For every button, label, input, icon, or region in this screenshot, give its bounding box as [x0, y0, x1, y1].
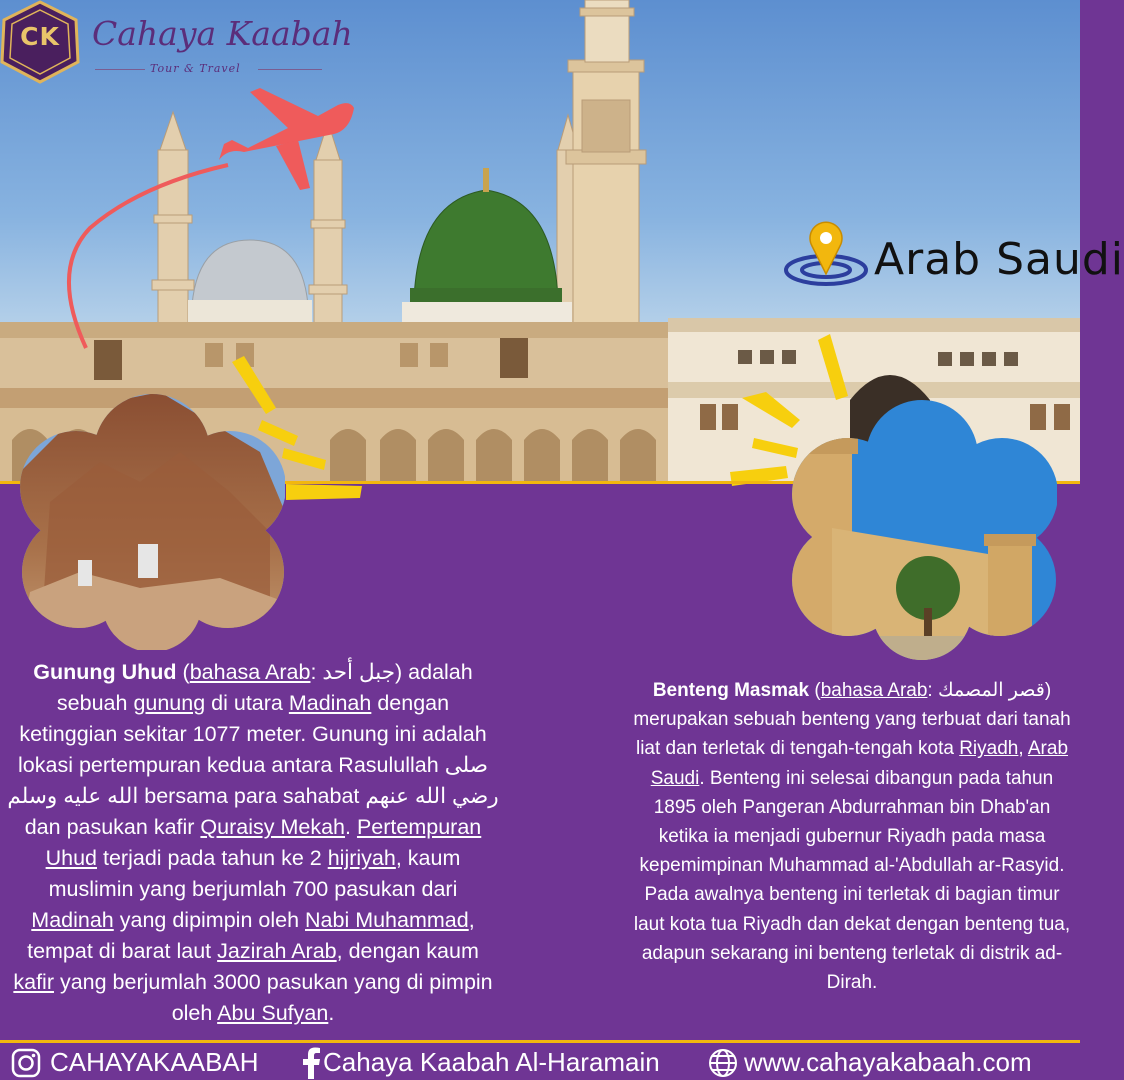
benteng-masmak-description: Benteng Masmak (bahasa Arab: قصر المصمك) merupakan sebuah benteng yang terbuat dari tanah liat dan terletak di tengah-tengah kota Riyadh, Arab Saudi. Benteng ini selesai dibangun pada tahun 1895 oleh Pangeran Abdurrahman bin Dhab'an ketika ia menjadi gubernur Riyadh pada masa kepemimpinan Muhammad al-'Abdullah ar-Rasyid. Pada awalnya benteng ini terletak di bagian timur laut kota tua Riyadh dan dekat dengan benteng tua, adapun sekarang ini benteng terletak di distrik ad-Dirah. [633, 680, 1071, 994]
link-hijriyah[interactable]: hijriyah [327, 846, 396, 870]
globe-icon[interactable] [707, 1047, 739, 1079]
instagram-icon[interactable] [10, 1047, 42, 1079]
link-madinah[interactable]: Madinah [31, 908, 114, 932]
link-jazirah-arab[interactable]: Jazirah Arab [217, 939, 337, 963]
tagline-divider [258, 69, 322, 70]
link-quraisy-mekah[interactable]: Quraisy Mekah [200, 815, 346, 839]
link-bahasa-arab[interactable]: bahasa Arab [189, 660, 311, 684]
facebook-icon[interactable] [300, 1047, 322, 1079]
gunung-uhud-description: Gunung Uhud (bahasa Arab: جبل أحد) adalah sebuah gunung di utara Madinah dengan ketinggian sekitar 1077 meter. Gunung ini adalah lokasi pertempuran kedua antara Rasulullah صلى الله عليه وسلم bersama para sahabat رضي الله عنهم dan pasukan kafir Quraisy Mekah. Pertempuran Uhud terjadi pada tahun ke 2 hijriyah, kaum muslimin yang berjumlah 700 pasukan dari Madinah yang dipimpin oleh Nabi Muhammad, tempat di barat laut Jazirah Arab, dengan kaum kafir yang berjumlah 3000 pasukan yang di pimpin oleh Abu Sufyan. [7, 660, 499, 1025]
link-bahasa-arab[interactable]: bahasa Arab [820, 680, 928, 701]
website-link[interactable]: www.cahayakabaah.com [744, 1047, 1032, 1077]
benteng-masmak-title: Benteng Masmak [652, 680, 810, 701]
link-riyadh[interactable]: Riyadh [959, 738, 1019, 760]
footer-contacts [0, 1044, 1080, 1080]
brand-name: Cahaya Kaabah [92, 14, 353, 53]
link-nabi-muhammad[interactable]: Nabi Muhammad [305, 908, 469, 932]
gunung-uhud-title: Gunung Uhud [33, 660, 177, 684]
link-pertempuran-uhud[interactable]: Pertempuran Uhud [45, 815, 482, 870]
location-pin-icon [782, 208, 872, 292]
link-gunung[interactable]: gunung [133, 691, 206, 715]
masmak-fort-photo [792, 398, 1057, 660]
brand-logo[interactable] [0, 0, 80, 84]
footer-divider [0, 1040, 1080, 1043]
facebook-page[interactable]: Cahaya Kaabah Al-Haramain [323, 1047, 660, 1077]
logo-initials: CK [20, 22, 60, 51]
link-kafir[interactable]: kafir [13, 970, 54, 994]
uhud-photo [20, 392, 285, 650]
instagram-handle[interactable]: CAHAYAKAABAH [50, 1047, 259, 1077]
brand-tagline: Tour & Travel [150, 62, 241, 75]
link-madinah[interactable]: Madinah [288, 691, 372, 715]
tagline-divider [95, 69, 145, 70]
link-arab-saudi[interactable]: Arab Saudi [650, 738, 1069, 789]
location-label: Arab Saudi [874, 234, 1124, 285]
link-abu-sufyan[interactable]: Abu Sufyan [217, 1001, 329, 1025]
